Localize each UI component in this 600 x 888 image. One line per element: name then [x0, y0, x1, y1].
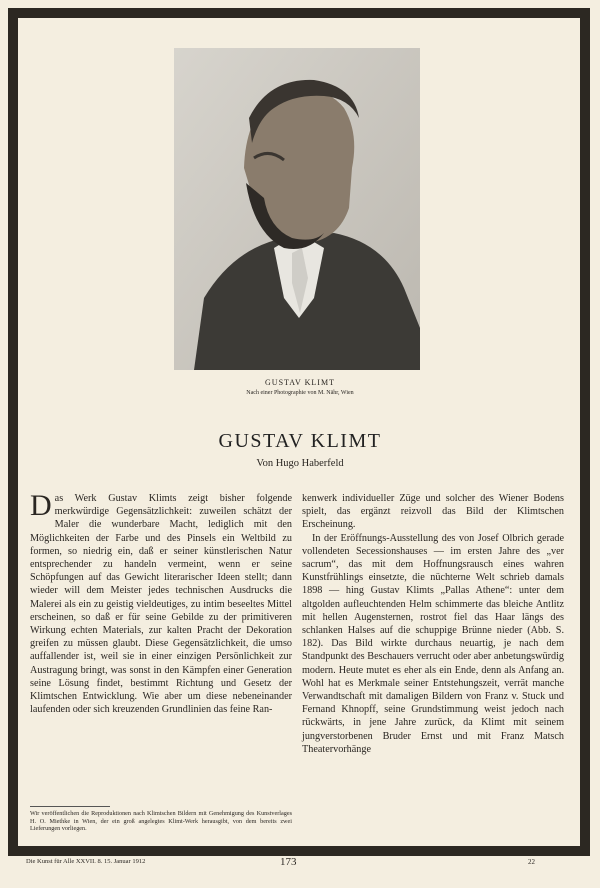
page-content	[26, 26, 574, 840]
journal-reference: Die Kunst für Alle XXVII. 8. 15. Januar 1912	[26, 858, 146, 865]
drop-cap: D	[30, 489, 52, 522]
photo-caption: GUSTAV KLIMT	[265, 378, 335, 387]
portrait-photo	[174, 48, 420, 370]
footnote-rule	[30, 806, 110, 807]
paragraph-exhibition: In der Eröffnungs-Ausstellung des von Josef Olbrich gerade vollendeten Secessionshauses — im ersten Jahre des „ver sacrum“, das mit dem Hoffnungsrausch eines wahren Kunstfrühlings einsetzte, die nüchterne Welt schrieb damals 1898 — hing Gustav Klimts „Pallas Athene“: unter dem altgolden aufleuchtenden Helm schimmerte das bleiche Antlitz mit hellen Augensternen, rostrot fiel das Haar längs des schlanken Halses auf die schuppige Brünne nieder (Abb. S. 182). Das Bild wirkte durchaus neuartig, je nach dem Standpunkt des Beschauers verrucht oder aber anbetungswürdig modern. Heute mutet es eher als ein Ende, denn als Anfang an. Wohl hat es Merkmale seiner Entstehungszeit, verrät manche Verwandtschaft mit damaligen Bildern von Franz v. Stuck und Fernand Khnopff, seine Grundstimmung weist jedoch nach rückwärts, in jene Jahre zurück, da Klimt mit seinem jungverstorbenen Bruder Ernst und mit Franz Matsch Theatervorhänge	[302, 532, 564, 755]
paragraph-continuation: kenwerk individueller Züge und solcher des Wiener Bodens spielt, das ergänzt reizvoll das Bild der Klimtschen Erscheinung.	[302, 493, 564, 531]
photo-credit: Nach einer Photographie von M. Nähr, Wien	[246, 390, 354, 396]
portrait-image	[174, 48, 420, 370]
page-number: 173	[280, 856, 297, 868]
text-column-right	[302, 492, 564, 756]
paragraph-opening	[30, 489, 292, 716]
signature-mark: 22	[528, 858, 535, 866]
text-column-left	[30, 489, 292, 716]
opening-text: as Werk Gustav Klimts zeigt bisher folgende merkwürdige Gegensätzlichkeit: zuweilen schätzt der Maler die wunderbare Macht, lediglich mit den Möglichkeiten der Farbe und des Pinsels ein Weltbild zu formen, so niedrig ein, daß er seiner künstlerischen Natur entsprechender zu handeln vermeint, wenn er seine Schöpfungen auf das Gewicht literarischer Ideen stellt; dann wieder will dem Meister jedes technischen Ausdrucks die Malerei als ein zu geistig vieldeutiges, zu intim beseeltes Mittel erscheinen, so daß er für seine Gebilde zu der primitiveren Wirkung echten Materials, zur kalten Pracht der Dekoration greifen zu müssen glaubt. Diese Gegensätzlichkeit, die umso auffallender ist, weil sie in einer einzigen Persönlichkeit zur Austragung bringt, was sonst in den Kämpfen einer Generation seine Lösung findet, bestimmt Richtung und Gesetz der Klimtschen Entwicklung. Wie aber um diese nebeneinander laufenden oder sich kreuzenden Grundlinien das feine Ran-	[30, 493, 292, 716]
article-byline: Von Hugo Haberfeld	[256, 458, 344, 469]
article-title: GUSTAV KLIMT	[218, 430, 382, 452]
footnote: Wir veröffentlichen die Reproduktionen nach Klimtschen Bildern mit Genehmigung des Kunstverlages H. O. Miethke in Wien, der ein groß angelegtes Klimt-Werk herausgibt, von dem bereits zwei Lieferungen vorliegen.	[30, 810, 292, 833]
